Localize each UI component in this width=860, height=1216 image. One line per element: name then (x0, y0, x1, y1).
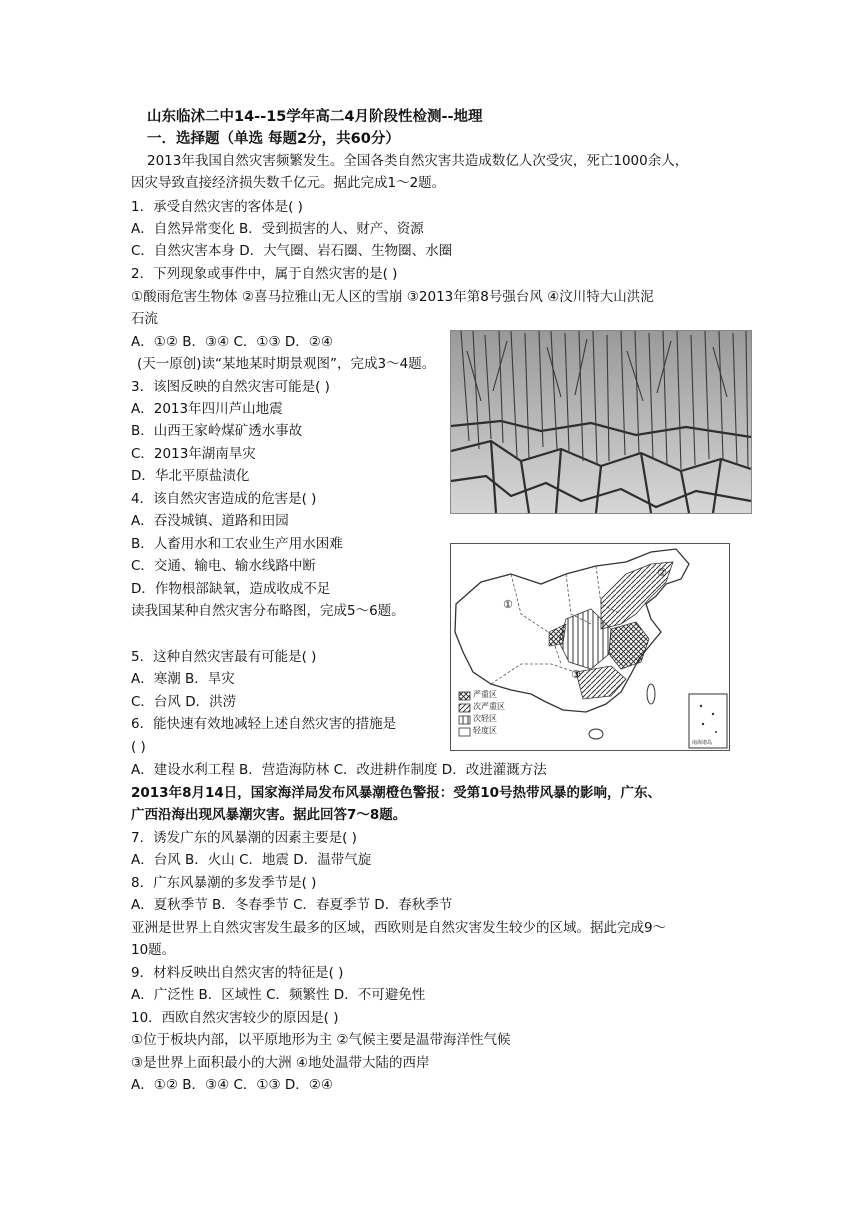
intro-text: 10题。 (131, 942, 176, 958)
page-title: 山东临沭二中14--15学年高二4月阶段性检测--地理 (147, 109, 483, 125)
question-1: 1．承受自然灾害的客体是( ) (131, 199, 303, 215)
intro-text: 2013年8月14日，国家海洋局发布风暴潮橙色警报：受第10号热带风暴的影响，广东、 (131, 785, 662, 801)
question-options: A．广泛性 B．区域性 C．频繁性 D．不可避免性 (131, 987, 426, 1003)
option-c: C．交通、输电、输水线路中断 (131, 558, 316, 574)
question-9: 9．材料反映出自然灾害的特征是( ) (131, 965, 344, 981)
question-options: A．寒潮 B．旱灾 (131, 671, 235, 687)
question-options: C．自然灾害本身 D．大气圈、岩石圈、生物圈、水圈 (131, 243, 453, 259)
section-heading: 一．选择题（单选 每题2分，共60分） (147, 131, 400, 147)
question-options: A．建设水利工程 B．营造海防林 C．改进耕作制度 D．改进灌溉方法 (131, 762, 547, 778)
legend-label-secondary-severe: 次严重区 (473, 702, 505, 711)
question-items: ①酸雨危害生物体 ②喜马拉雅山无人区的雪崩 ③2013年第8号强台风 ④汶川特大山洪泥 (131, 289, 654, 305)
intro-text: 2013年我国自然灾害频繁发生。全国各类自然灾害共造成数亿人次受灾，死亡1000余人， (147, 153, 689, 169)
question-6-bracket: ( ) (131, 739, 146, 755)
question-3: 3．该图反映的自然灾害可能是( ) (131, 379, 330, 395)
question-options: A．自然异常变化 B．受到损害的人、财产、资源 (131, 221, 424, 237)
intro-text: 因灾导致直接经济损失数千亿元。据此完成1～2题。 (131, 175, 446, 191)
question-6: 6．能快速有效地减轻上述自然灾害的措施是 (131, 716, 397, 732)
intro-text: 亚洲是世界上自然灾害发生最多的区域，西欧则是自然灾害发生较少的区域。据此完成9～ (131, 920, 667, 936)
question-2: 2．下列现象或事件中，属于自然灾害的是( ) (131, 266, 398, 282)
disaster-distribution-map (450, 543, 730, 751)
question-5: 5．这种自然灾害最有可能是( ) (131, 649, 317, 665)
question-options: A．①② B．③④ C．①③ D．②④ (131, 1077, 334, 1093)
option-a: A．吞没城镇、道路和田园 (131, 513, 289, 529)
region-label-2: ② (657, 566, 667, 579)
question-options: A．①② B．③④ C．①③ D．②④ (131, 334, 334, 350)
question-items: ③是世界上面积最小的大洲 ④地处温带大陆的西岸 (131, 1055, 430, 1071)
legend-label-light: 轻度区 (473, 726, 497, 735)
question-items: 石流 (131, 311, 158, 327)
legend-label-secondary-light: 次轻区 (473, 714, 497, 723)
intro-text: (天一原创)读“某地某时期景观图”，完成3～4题。 (137, 356, 436, 372)
option-a: A．2013年四川芦山地震 (131, 401, 283, 417)
option-c: C．2013年湖南旱灾 (131, 446, 256, 462)
legend-label-severe: 严重区 (473, 690, 497, 699)
question-items: ①位于板块内部，以平原地形为主 ②气候主要是温带海洋性气候 (131, 1032, 511, 1048)
region-label-3: ③ (571, 668, 581, 681)
drought-photo (450, 330, 752, 514)
option-b: B．人畜用水和工农业生产用水困难 (131, 536, 343, 552)
option-d: D．作物根部缺氧，造成收成不足 (131, 581, 331, 597)
inset-label: 南海诸岛 (692, 740, 713, 746)
intro-text: 广西沿海出现风暴潮灾害。据此回答7～8题。 (131, 807, 407, 823)
question-10: 10．西欧自然灾害较少的原因是( ) (131, 1010, 339, 1026)
question-options: A．夏秋季节 B．冬春季节 C．春夏季节 D．春秋季节 (131, 897, 453, 913)
question-options: C．台风 D．洪涝 (131, 694, 237, 710)
option-d: D．华北平原盐渍化 (131, 468, 250, 484)
question-4: 4．该自然灾害造成的危害是( ) (131, 491, 317, 507)
question-7: 7．诱发广东的风暴潮的因素主要是( ) (131, 830, 357, 846)
region-label-1: ① (503, 598, 513, 611)
intro-text: 读我国某种自然灾害分布略图，完成5～6题。 (131, 603, 405, 619)
cracked-earth-image (451, 331, 751, 513)
question-8: 8．广东风暴潮的多发季节是( ) (131, 875, 317, 891)
question-options: A．台风 B．火山 C．地震 D．温带气旋 (131, 852, 372, 868)
option-b: B．山西王家岭煤矿透水事故 (131, 423, 303, 439)
